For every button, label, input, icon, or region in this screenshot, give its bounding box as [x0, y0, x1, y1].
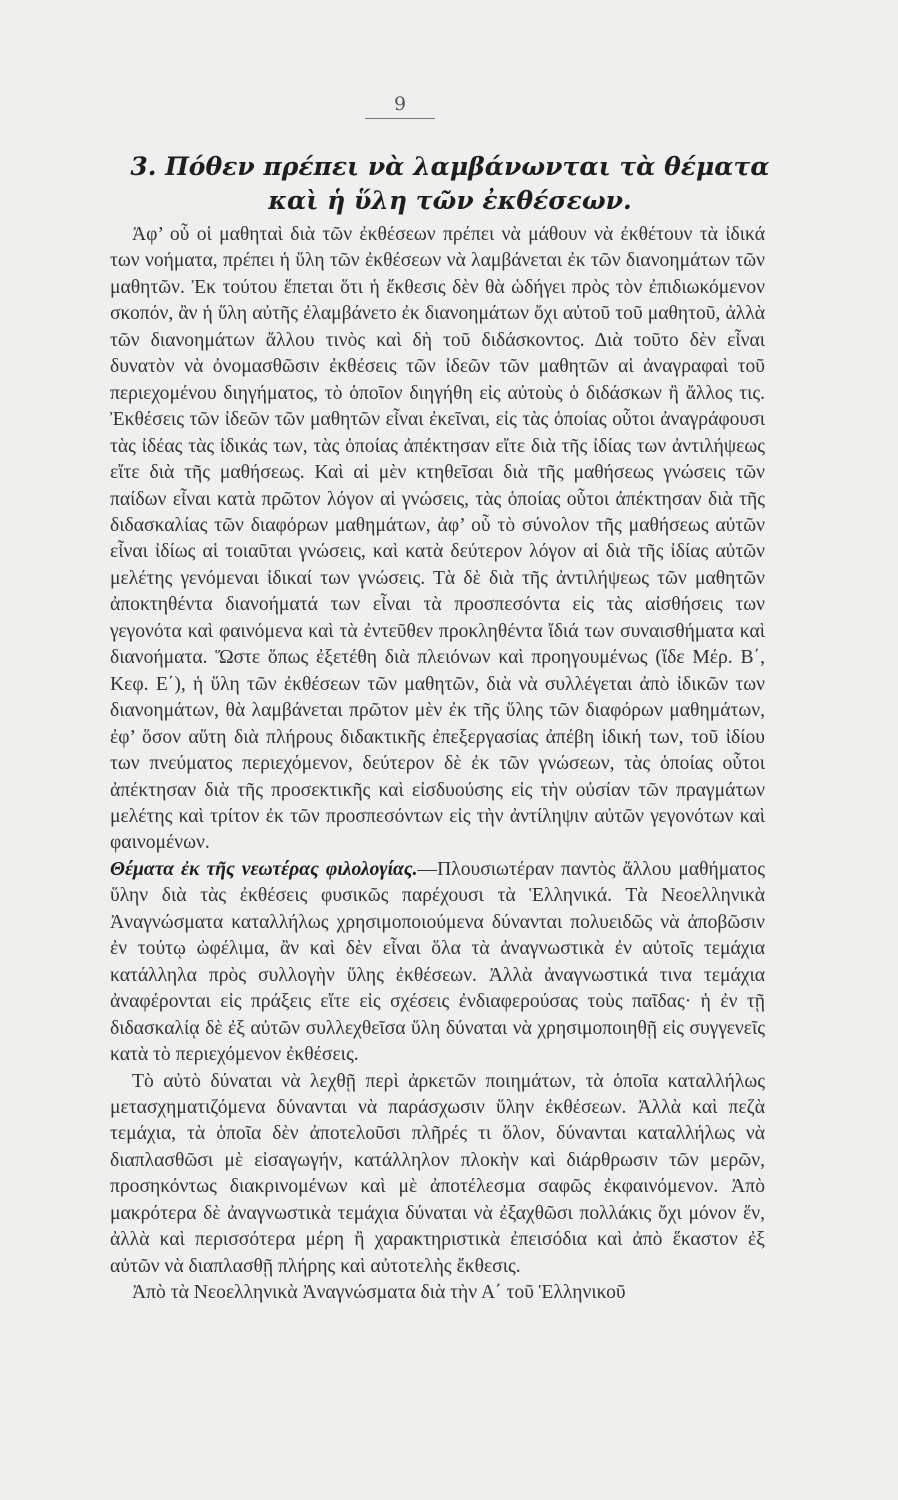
- section-heading: [60, 150, 840, 218]
- body-text: [110, 222, 765, 1307]
- heading-line-2: καὶ ἡ ὕλη τῶν ἐκθέσεων.: [268, 186, 632, 215]
- page-number: 9: [365, 93, 435, 119]
- paragraph-4: Ἀπὸ τὰ Νεοελληνικὰ Ἀναγνώσματα διὰ τὴν Α΄ τοῦ Ἑλληνικοῦ: [132, 1282, 626, 1304]
- paragraph-2: [110, 857, 765, 1069]
- paragraph-2-text: —Πλουσιωτέραν παντὸς ἄλλου μαθήματος ὕλην διὰ τὰς ἐκθέσεις φυσικῶς παρέχουσι τὰ Ἑλληνικά. Τὰ Νεοελληνικὰ Ἀναγνώσματα καταλλήλως χρησιμοποιούμενα δύνανται πολυειδῶς νὰ ἀποβῶσιν ἐν τούτῳ ὠφέλιμα, ἂν καὶ δὲν εἶναι ὅλα τὰ ἀναγνωστικὰ ἐν αὐτοῖς τεμάχια κατάλληλα πρὸς συλλογὴν ὕλης ἐκθέσεων. Ἀλλὰ ἀναγνωστικά τινα τεμάχια ἀναφέρονται εἰς πράξεις εἴτε εἰς σχέσεις ἐνδιαφερούσας τοὺς παῖδας· ἡ ἐν τῇ διδασκαλίᾳ δὲ ἐξ αὐτῶν συλλεχθεῖσα ὕλη δύναται νὰ χρησιμοποιηθῇ εἰς συγγενεῖς κατὰ τὸ περιεχόμενον ἐκθέσεις.: [110, 858, 765, 1066]
- paragraph-1: Ἀφ’ οὗ οἱ μαθηταὶ διὰ τῶν ἐκθέσεων πρέπει νὰ μάθουν νὰ ἐκθέτουν τὰ ἰδικά των νοήματα, πρέπει ἡ ὕλη τῶν ἐκθέσεων νὰ λαμβάνεται ἐκ τῶν διανοημάτων τῶν μαθητῶν. Ἐκ τούτου ἕπεται ὅτι ἡ ἔκθεσις δὲν θὰ ὡδήγει πρὸς τὸν ἐπιδιωκόμενον σκοπόν, ἂν ἡ ὕλη αὐτῆς ἐλαμβάνετο ἐκ διανοημάτων ὄχι αὐτοῦ τοῦ μαθητοῦ, ἀλλὰ τῶν διανοημάτων ἄλλου τινὸς καὶ δὴ τοῦ διδάσκοντος. Διὰ τοῦτο δὲν εἶναι δυνατὸν νὰ ὀνομασθῶσιν ἐκθέσεις τῶν ἰδεῶν τῶν μαθητῶν αἱ ἀναγραφαὶ τοῦ περιεχομένου διηγήματος, τὸ ὁποῖον διηγήθη εἰς αὐτοὺς ὁ διδάσκων ἢ ἄλλος τις. Ἐκθέσεις τῶν ἰδεῶν τῶν μαθητῶν εἶναι ἐκεῖναι, εἰς τὰς ὁποίας οὗτοι ἀναγράφουσι τὰς ἰδέας τὰς ἰδικάς των, τὰς ὁποίας ἀπέκτησαν εἴτε διὰ τῆς ἰδίας των ἀντιλήψεως εἴτε διὰ τῆς μαθήσεως. Καὶ αἱ μὲν κτηθεῖσαι διὰ τῆς μαθήσεως γνώσεις τῶν παίδων εἶναι κατὰ πρῶτον λόγον αἱ γνώσεις, τὰς ὁποίας οὗτοι ἀπέκτησαν διὰ τῆς διδασκαλίας τῶν διαφόρων μαθημάτων, ἀφ’ οὗ τὸ σύνολον τῆς μαθήσεως αὐτῶν εἶναι ἰδίως αἱ τοιαῦται γνώσεις, καὶ κατὰ δεύτερον λόγον αἱ διὰ τῆς ἰδίας αὐτῶν μελέτης γενόμεναι ἰδικαί των γνώσεις. Τὰ δὲ διὰ τῆς ἀντιλήψεως τῶν μαθητῶν ἀποκτηθέντα διανοήματά των εἶναι τὰ προσπεσόντα εἰς τὰς αἰσθήσεις των γεγονότα καὶ φαινόμενα καὶ τὰ ἐντεῦθεν προκληθέντα ἴδιά των συναισθήματα καὶ διανοήματα. Ὥστε ὅπως ἐξετέθη διὰ πλειόνων καὶ προηγουμένως (ἴδε Μέρ. Β΄, Κεφ. Ε΄), ἡ ὕλη τῶν ἐκθέσεων τῶν μαθητῶν, διὰ νὰ συλλέγεται ἀπὸ ἰδικῶν των διανοημάτων, θὰ λαμβάνεται πρῶτον μὲν ἐκ τῆς ὕλης τῶν διαφόρων μαθημάτων, ἐφ’ ὅσον αὕτη διὰ πλήρους διδακτικῆς ἐπεξεργασίας ἀπέβη ἰδική των, τοῦ ἰδίου των πνεύματος περιεχόμενον, δεύτερον δὲ ἐκ τῶν γνώσεων, τὰς ὁποίας οὗτοι ἀπέκτησαν διὰ τῆς προσεκτικῆς καὶ εἰσδυούσης εἰς τὴν οὐσίαν τῶν πραγμάτων μελέτης καὶ τρίτον ἐκ τῶν προσπεσόντων εἰς τὴν ἀντίληψιν αὐτῶν γεγονότων καὶ φαινομένων.: [110, 224, 765, 854]
- subsection-title: Θέματα ἐκ τῆς νεωτέρας φιλολογίας.: [110, 858, 418, 880]
- paragraph-3: Τὸ αὐτὸ δύναται νὰ λεχθῇ περὶ ἀρκετῶν ποιημάτων, τὰ ὁποῖα καταλλήλως μετασχηματιζόμενα δύνανται νὰ παράσχωσιν ὕλην ἐκθέσεων. Ἀλλὰ καὶ πεζὰ τεμάχια, τὰ ὁποῖα δὲν ἀποτελοῦσι πλῆρές τι ὅλον, δύνανται καταλλήλως νὰ διαπλασθῶσι μὲ εἰσαγωγήν, κατάλληλον πλοκὴν καὶ διάρθρωσιν τῶν μερῶν, προσηκόντως διακρινομένων καὶ μὲ ἀποτέλεσμα σαφῶς ἐκφαινόμενον. Ἀπὸ μακρότερα δὲ ἀναγνωστικὰ τεμάχια δύναται νὰ ἐξαχθῶσι πολλάκις ὄχι μόνον ἕν, ἀλλὰ καὶ περισσότερα μέρη ἢ χαρακτηριστικὰ ἐπεισόδια καὶ ἀπὸ ἕκαστον ἐξ αὐτῶν νὰ διαπλασθῇ πλήρης καὶ αὐτοτελὴς ἔκθεσις.: [110, 1070, 765, 1277]
- heading-line-1: 3. Πόθεν πρέπει νὰ λαμβάνωνται τὰ θέματα: [130, 152, 770, 181]
